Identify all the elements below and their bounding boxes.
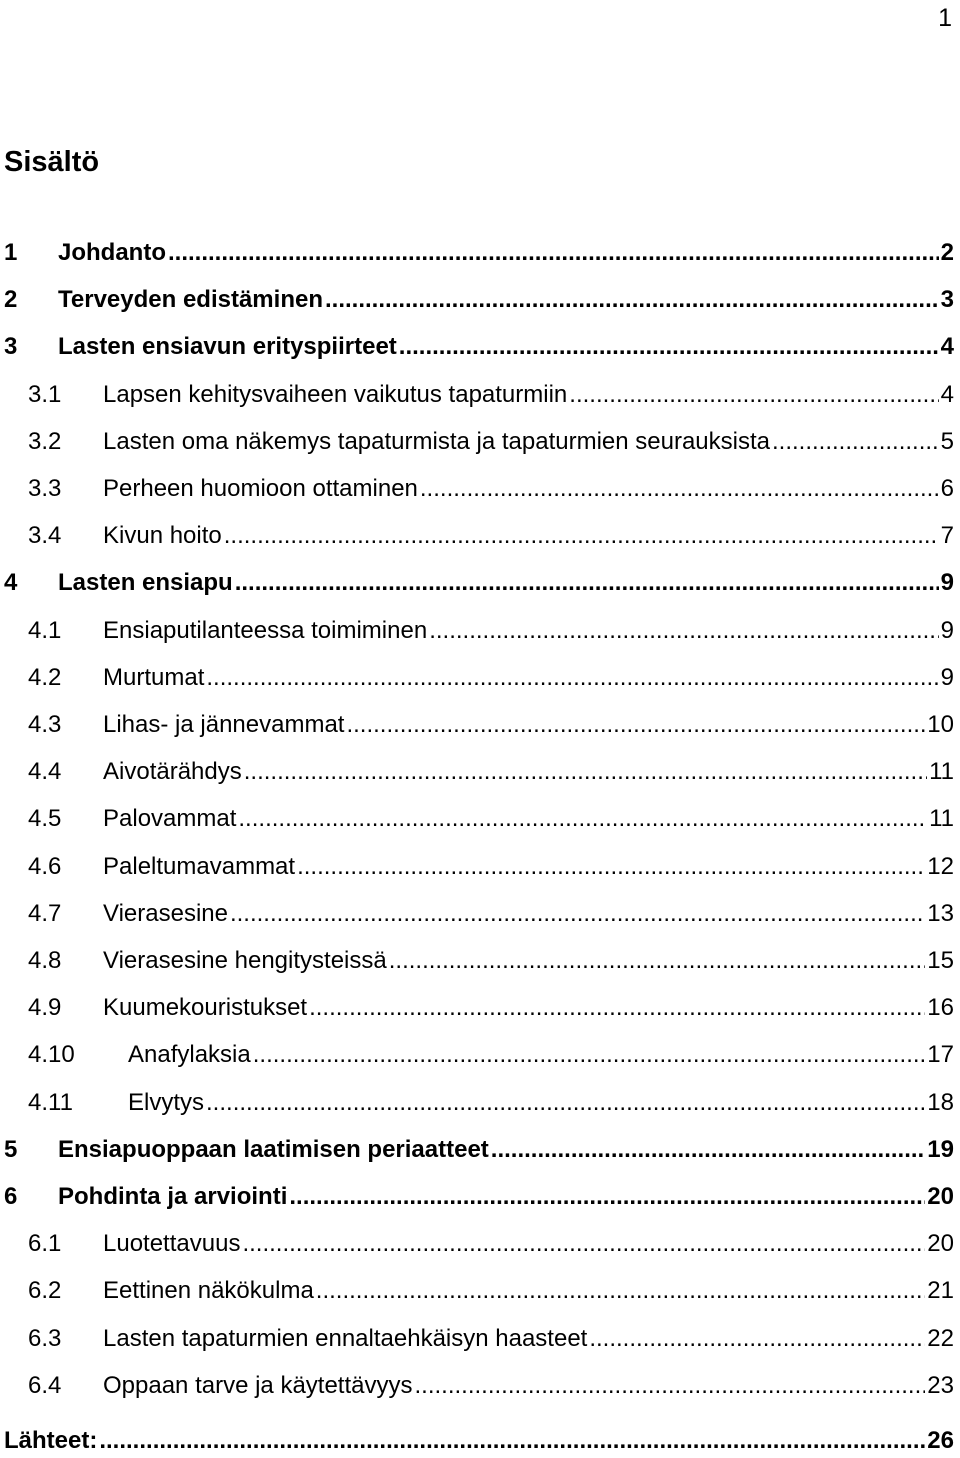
toc-entry-page: 23 — [927, 1372, 954, 1399]
toc-entry[interactable] — [0, 755, 960, 789]
toc-leader-dots — [230, 897, 925, 931]
toc-entry-text: Lihas- ja jännevammat — [103, 711, 345, 738]
toc-entry-page: 20 — [927, 1183, 954, 1210]
toc-entry[interactable] — [0, 519, 960, 553]
toc-entry-page: 11 — [929, 758, 954, 785]
toc-leader-dots — [420, 472, 939, 506]
toc-entry-text: Vierasesine hengitysteissä — [103, 947, 387, 974]
toc-entry-text: Luotettavuus — [103, 1230, 241, 1257]
toc-entry-text: Terveyden edistäminen — [58, 286, 323, 313]
toc-entry-number: 3.4 — [28, 522, 62, 549]
toc-entry-number: 2 — [4, 286, 18, 313]
toc-leader-dots — [389, 944, 926, 978]
toc-entry-number: 4.6 — [28, 853, 62, 880]
toc-entry[interactable] — [0, 1274, 960, 1308]
toc-entry-text: Lähteet: — [4, 1427, 98, 1454]
toc-entry-text: Murtumat — [103, 664, 205, 691]
toc-entry-number: 1 — [4, 239, 18, 266]
toc-entry-page: 10 — [927, 711, 954, 738]
toc-entry-page: 19 — [927, 1136, 954, 1163]
toc-entry-text: Lasten oma näkemys tapaturmista ja tapaturmien seurauksista — [103, 428, 770, 455]
toc-entry-number: 3.3 — [28, 475, 62, 502]
toc-entry[interactable] — [0, 1038, 960, 1072]
toc-leader-dots — [168, 236, 939, 270]
toc-entry-page: 17 — [927, 1041, 954, 1068]
toc-entry-number: 4.1 — [28, 617, 62, 644]
toc-entry[interactable] — [0, 661, 960, 695]
toc-entry-number: 6.1 — [28, 1230, 62, 1257]
toc-leader-dots — [206, 1086, 925, 1120]
toc-entry-page: 26 — [927, 1427, 954, 1454]
toc-leader-dots — [242, 1227, 925, 1261]
toc-entry-text: Lasten ensiapu — [58, 569, 233, 596]
toc-entry-text: Lasten tapaturmien ennaltaehkäisyn haasteet — [103, 1325, 588, 1352]
toc-entry[interactable] — [0, 472, 960, 506]
toc-entry[interactable] — [0, 944, 960, 978]
toc-entry-text: Ensiaputilanteessa toimiminen — [103, 617, 428, 644]
toc-entry[interactable] — [0, 566, 960, 600]
toc-entry-text: Johdanto — [58, 239, 166, 266]
toc-entry-text: Pohdinta ja arviointi — [58, 1183, 288, 1210]
toc-leader-dots — [325, 283, 939, 317]
toc-entry-number: 3.2 — [28, 428, 62, 455]
toc-entry-number: 4.7 — [28, 900, 62, 927]
toc-entry-page: 11 — [929, 805, 954, 832]
toc-entry-page: 9 — [940, 569, 954, 596]
toc-entry-text: Eettinen näkökulma — [103, 1277, 314, 1304]
toc-leader-dots — [206, 661, 938, 695]
toc-entry-number: 3.1 — [28, 381, 62, 408]
toc-entry-text: Kivun hoito — [103, 522, 222, 549]
toc-entry-number: 5 — [4, 1136, 18, 1163]
toc-leader-dots — [297, 850, 925, 884]
toc-entry[interactable] — [0, 1133, 960, 1167]
toc-entry-number: 6.4 — [28, 1372, 62, 1399]
toc-entry[interactable] — [0, 330, 960, 364]
toc-title: Sisältö — [4, 146, 100, 178]
toc-entry-number: 6.3 — [28, 1325, 62, 1352]
toc-entry[interactable] — [0, 1227, 960, 1261]
toc-entry-page: 16 — [927, 994, 954, 1021]
toc-leader-dots — [346, 708, 925, 742]
toc-entry[interactable] — [0, 1180, 960, 1214]
page-number: 1 — [938, 4, 952, 32]
toc-entry-text: Kuumekouristukset — [103, 994, 308, 1021]
toc-entry-text: Perheen huomioon ottaminen — [103, 475, 418, 502]
toc-leader-dots — [253, 1038, 926, 1072]
toc-entry-number: 3 — [4, 333, 18, 360]
toc-leader-dots — [429, 614, 938, 648]
toc-entry[interactable] — [0, 802, 960, 836]
toc-leader-dots — [399, 330, 939, 364]
toc-entry[interactable] — [0, 991, 960, 1025]
toc-entry-text: Elvytys — [128, 1089, 205, 1116]
toc-entry-page: 9 — [940, 617, 954, 644]
toc-entry-page: 4 — [940, 381, 954, 408]
toc-leader-dots — [238, 802, 927, 836]
toc-entry-number: 4.10 — [28, 1041, 75, 1068]
toc-entry[interactable] — [0, 708, 960, 742]
toc-entry-page: 12 — [927, 853, 954, 880]
toc-entry-text: Ensiapuoppaan laatimisen periaatteet — [58, 1136, 489, 1163]
toc-entry-number: 4.4 — [28, 758, 62, 785]
toc-entry-number: 4.9 — [28, 994, 62, 1021]
toc-entry-page: 13 — [927, 900, 954, 927]
toc-entry-page: 4 — [940, 333, 954, 360]
toc-entry-page: 5 — [940, 428, 954, 455]
toc-entry-page: 20 — [927, 1230, 954, 1257]
toc-leader-dots — [589, 1322, 925, 1356]
toc-entry-number: 4.8 — [28, 947, 62, 974]
toc-entry-text: Oppaan tarve ja käytettävyys — [103, 1372, 413, 1399]
toc-entry[interactable] — [0, 897, 960, 931]
toc-entry-page: 2 — [940, 239, 954, 266]
toc-entry-text: Lapsen kehitysvaiheen vaikutus tapaturmiin — [103, 381, 568, 408]
toc-leader-dots — [289, 1180, 925, 1214]
toc-entry-number: 4.11 — [28, 1089, 73, 1116]
toc-entry[interactable] — [0, 283, 960, 317]
toc-entry[interactable] — [0, 425, 960, 459]
toc-entry[interactable] — [0, 1322, 960, 1356]
toc-leader-dots — [224, 519, 939, 553]
toc-entry-text: Paleltumavammat — [103, 853, 296, 880]
toc-entry[interactable] — [0, 1369, 960, 1403]
toc-entry-number: 6 — [4, 1183, 18, 1210]
toc-entry-page: 3 — [940, 286, 954, 313]
toc-entry-number: 4.2 — [28, 664, 62, 691]
toc-entry-number: 4.5 — [28, 805, 62, 832]
toc-entry-text: Lasten ensiavun erityspiirteet — [58, 333, 397, 360]
toc-entry[interactable] — [0, 236, 960, 270]
toc-entry-page: 15 — [927, 947, 954, 974]
toc-entry-text: Anafylaksia — [128, 1041, 251, 1068]
toc-entry-page: 6 — [940, 475, 954, 502]
toc-entry-number: 6.2 — [28, 1277, 62, 1304]
toc-entry-text: Aivotärähdys — [103, 758, 242, 785]
toc-entry-page: 22 — [927, 1325, 954, 1352]
toc-entry-text: Vierasesine — [103, 900, 228, 927]
toc-entry-page: 7 — [940, 522, 954, 549]
toc-leader-dots — [491, 1133, 926, 1167]
toc-entry[interactable] — [0, 378, 960, 412]
toc-leader-dots — [235, 566, 939, 600]
toc-leader-dots — [772, 425, 939, 459]
toc-entry-page: 18 — [927, 1089, 954, 1116]
toc-leader-dots — [309, 991, 925, 1025]
toc-leader-dots — [415, 1369, 926, 1403]
toc-leader-dots — [316, 1274, 926, 1308]
toc-entry-number: 4.3 — [28, 711, 62, 738]
toc-entry[interactable] — [0, 614, 960, 648]
toc-entry-page: 9 — [940, 664, 954, 691]
toc-entry-text: Palovammat — [103, 805, 237, 832]
toc-entry-number: 4 — [4, 569, 18, 596]
toc-entry[interactable] — [0, 1086, 960, 1120]
toc-entry[interactable] — [0, 850, 960, 884]
toc-leader-dots — [244, 755, 927, 789]
toc-leader-dots — [569, 378, 938, 412]
toc-entry-page: 21 — [927, 1277, 954, 1304]
